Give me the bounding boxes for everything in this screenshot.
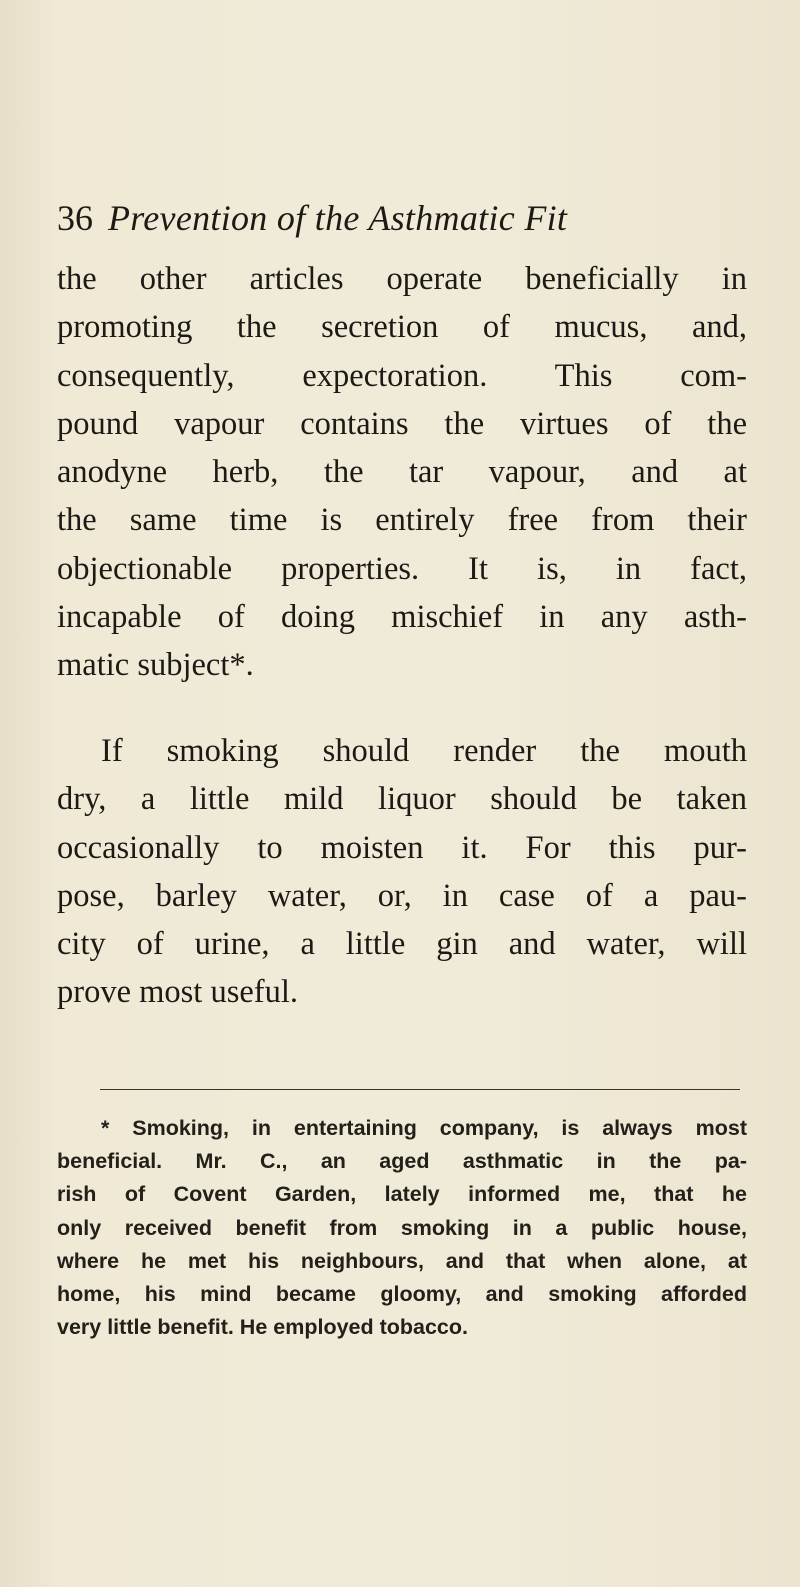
footnote-line: very little benefit. He employed tobacco. <box>57 1315 468 1340</box>
body-paragraph-2 <box>57 727 747 1017</box>
text-line: the other articles operate beneficially in <box>57 261 747 297</box>
footnote <box>57 1112 747 1344</box>
text-line: objectionable properties. It is, in fact, <box>57 550 747 587</box>
text-line: occasionally to moisten it. For this pur- <box>57 829 747 866</box>
page-number: 36 <box>57 198 93 238</box>
text-line: matic subject*. <box>57 647 254 684</box>
text-line: consequently, expectoration. This com- <box>57 357 747 394</box>
text-line: If smoking should render the mouth <box>101 733 747 769</box>
footnote-line: beneficial. Mr. C., an aged asthmatic in the pa- <box>57 1149 747 1174</box>
running-title: Prevention of the Asthmatic Fit <box>108 198 568 238</box>
page-header <box>57 188 757 248</box>
footnote-line: where he met his neighbours, and that when alone, at <box>57 1248 747 1273</box>
text-line: city of urine, a little gin and water, will <box>57 926 747 963</box>
footnote-line: rish of Covent Garden, lately informed me, that he <box>57 1182 747 1207</box>
text-line: prove most useful. <box>57 974 299 1011</box>
footnote-line: * Smoking, in entertaining company, is always most <box>101 1116 747 1140</box>
text-line: incapable of doing mischief in any asth- <box>57 599 747 636</box>
footnote-divider <box>100 1089 740 1090</box>
text-line: anodyne herb, the tar vapour, and at <box>57 454 747 491</box>
text-line: pose, barley water, or, in case of a pau- <box>57 877 747 914</box>
text-line: dry, a little mild liquor should be taken <box>57 781 747 818</box>
footnote-line: only received benefit from smoking in a public house, <box>57 1215 747 1240</box>
text-line: pound vapour contains the virtues of the <box>57 405 747 442</box>
text-line: promoting the secretion of mucus, and, <box>57 309 747 346</box>
body-paragraph-1 <box>57 255 747 690</box>
text-line: the same time is entirely free from their <box>57 502 747 539</box>
footnote-line: home, his mind became gloomy, and smoking afforded <box>57 1282 747 1307</box>
